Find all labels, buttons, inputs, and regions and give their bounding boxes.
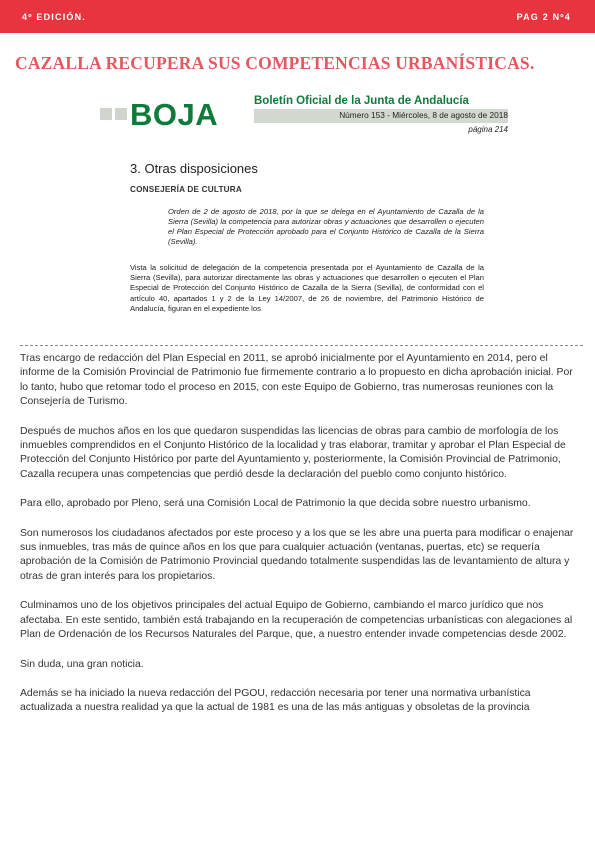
boja-logo-square-1 <box>100 108 112 120</box>
article-paragraph: Para ello, aprobado por Pleno, será una Comisión Local de Patrimonio la que decida sobre nuestro urbanismo. <box>20 498 531 510</box>
boja-body-text: Vista la solicitud de delegación de la competencia presentada por el Ayuntamiento de Cazalla de la Sierra (Sevilla), para autorizar directamente las obras y actuaciones que desarrollen o ejecuten el Plan Especial de Protección del Conjunto Histórico de Cazalla de la Sierra (Sevilla), de conformidad con el artículo 40, apartados 1 y 2 de la Ley 14/2007, de 26 de noviembre, del Patrimonio Histórico de Andalucía, figuran en el expediente los <box>130 263 484 313</box>
header-bar <box>0 0 595 33</box>
article-headline: CAZALLA RECUPERA SUS COMPETENCIAS URBANÍSTICAS. <box>15 53 535 73</box>
article-paragraph: Sin duda, una gran noticia. <box>20 658 144 670</box>
boja-section-title: 3. Otras disposiciones <box>130 161 258 176</box>
boja-page: página 214 <box>468 125 508 134</box>
edition-label: 4º EDICIÓN. <box>22 12 86 22</box>
boja-order-text: Orden de 2 de agosto de 2018, por la que se delega en el Ayuntamiento de Cazalla de la Sierra (Sevilla) la competencia para autorizar obras y actuaciones que desarrollen o ejecuten el Plan Especial de Protección aprobado para el Conjunto Histórico de Cazalla de la Sierra (Sevilla). <box>168 207 484 246</box>
article-paragraph: Además se ha iniciado la nueva redacción del PGOU, redacción necesaria por tener una normativa urbanística actualizada a nuestra realidad ya que la actual de 1981 es una de las más antiguas y obsoletas de la provincia <box>20 687 531 714</box>
boja-logo: BOJA <box>130 97 219 132</box>
page-number: PAG 2 Nº4 <box>516 12 571 22</box>
boja-logo-square-2 <box>115 108 127 120</box>
article-paragraph: Después de muchos años en los que quedaron suspendidas las licencias de obras para cambio de morfología de los inmuebles comprendidos en el Conjunto Histórico de la localidad y tras elaborar, tramitar y aprobar el Plan Especial de Protección del Conjunto Histórico por parte del Ayuntamiento y, posteriormente, la Comisión Provincial de Patrimonio, Cazalla recupera unas competencias que perdió desde la declaración del pueblo como conjunto histórico. <box>20 425 566 480</box>
article-paragraph: Tras encargo de redacción del Plan Especial en 2011, se aprobó inicialmente por el Ayuntamiento en 2014, pero el informe de la Comisión Provincial de Patrimonio fue firmemente contrario a lo propuesto en dicha aprobación inicial. Por lo tanto, hubo que retomar todo el proceso en 2015, con este Equipo de Gobierno, tras numerosas reuniones con la Consejería de Turismo. <box>20 353 573 408</box>
dashed-divider <box>20 345 583 346</box>
article-paragraph: Culminamos uno de los objetivos principales del actual Equipo de Gobierno, cambiando el marco jurídico que nos afectaba. En este sentido, también está trabajando en la recuperación de competencias urbanísticas con alegaciones al Plan de Ordenación de los Recursos Naturales del Parque, que, a nuestro entender invade competencias desde 2002. <box>20 600 573 641</box>
article-body <box>20 352 583 731</box>
boja-department: CONSEJERÍA DE CULTURA <box>130 185 243 194</box>
boja-publication-name: Boletín Oficial de la Junta de Andalucía <box>254 95 469 107</box>
article-paragraph: Son numerosos los ciudadanos afectados por este proceso y a los que se les abre una puerta para modificar o enajenar sus inmuebles, tras más de quince años en los que para cualquier actuación (ventanas, puertas, etc) se requería aprobación de la Comisión de Patrimonio Provincial quedando totalmente suspendidas las de levantamiento de altura y otras de gran interés para los propietarios. <box>20 527 574 582</box>
boja-issue-number: Número 153 - Miércoles, 8 de agosto de 2018 <box>339 110 508 120</box>
boja-clipping <box>100 93 510 323</box>
